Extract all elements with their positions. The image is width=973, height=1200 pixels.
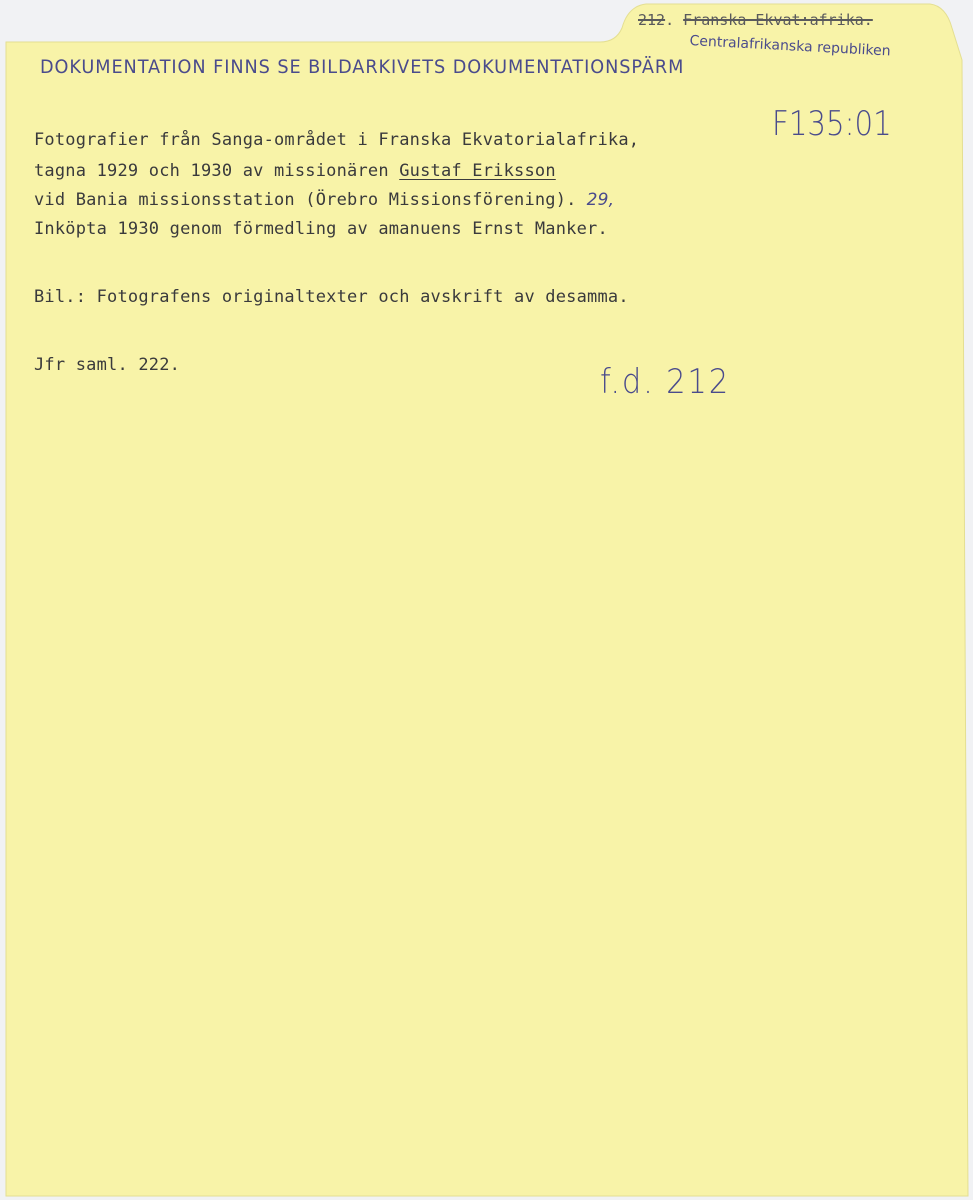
handwritten-top-note: DOKUMENTATION FINNS SE BILDARKIVETS DOKUMENTATIONSPÄRM	[40, 56, 685, 78]
photographer-name: Gustaf Eriksson	[399, 161, 556, 181]
shelf-mark: F135:01	[772, 104, 892, 144]
description-line-3-text: vid Bania missionsstation (Örebro Missionsförening).	[34, 190, 577, 210]
description-line-3	[34, 190, 614, 210]
former-number-note: f.d. 212	[600, 362, 730, 402]
description-line-2	[34, 161, 556, 181]
description-line-1: Fotografier från Sanga-området i Franska Ekvatorialafrika,	[34, 130, 640, 150]
tab-region-old: Franska Ekvat:afrika.	[683, 11, 873, 29]
tab-number: 212	[638, 11, 666, 29]
compare-line: Jfr saml. 222.	[34, 355, 181, 375]
description-line-4: Inköpta 1930 genom förmedling av amanuens Ernst Manker.	[34, 219, 608, 239]
attachment-line: Bil.: Fotografens originaltexter och avskrift av desamma.	[34, 287, 629, 307]
handwritten-year-note: 29,	[586, 190, 615, 210]
tab-separator: .	[665, 11, 675, 29]
handwritten-tab-note: Centralafrikanska republiken	[689, 33, 891, 60]
description-line-2-text: tagna 1929 och 1930 av missionären	[34, 161, 400, 181]
tab-label	[638, 11, 873, 29]
